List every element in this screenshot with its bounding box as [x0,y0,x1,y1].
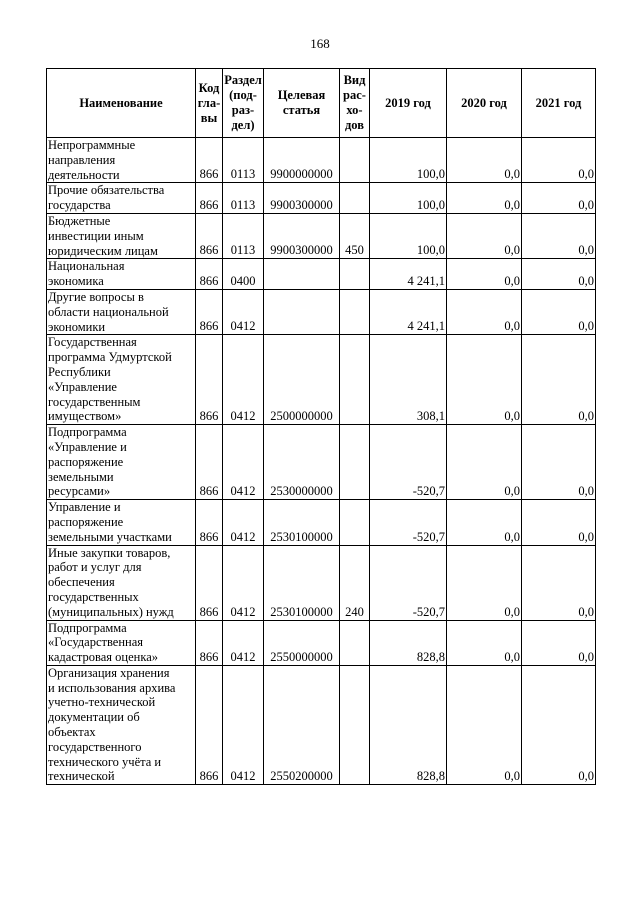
value-2019-cell: 308,1 [370,335,447,425]
row-name-line: государственных [48,589,139,604]
target-item-cell: 9900300000 [264,183,340,214]
value-2019-cell: 828,8 [370,620,447,665]
expense-type-cell [340,259,370,290]
chapter-code-cell: 866 [196,289,223,334]
row-name-line: Государственная [48,335,137,350]
expense-type-cell [340,183,370,214]
row-name-line: имуществом» [48,409,122,424]
row-name-line: Прочие обязательства [48,183,165,198]
target-item-cell: 2530000000 [264,425,340,500]
row-name-cell [47,213,196,258]
table-row [47,545,596,620]
page-number: 168 [310,36,330,51]
header-line: дов [344,118,364,132]
row-name-line: инвестиции иным [48,228,144,243]
table-row [47,500,596,545]
value-2021-cell: 0,0 [522,425,596,500]
value-2021-cell: 0,0 [522,213,596,258]
target-item-cell [264,289,340,334]
value-2020-cell: 0,0 [447,545,522,620]
chapter-code-cell: 866 [196,335,223,425]
header-line: хо- [346,103,363,117]
value-2019-cell: 100,0 [370,213,447,258]
row-name-line: экономики [48,319,106,334]
row-name-line: юридическим лицам [48,243,158,258]
value-2021-cell: 0,0 [522,289,596,334]
header-name: Наименование [47,69,196,138]
header-section [223,69,264,138]
row-name-line: государственным [48,394,141,409]
table-row [47,335,596,425]
target-item-cell: 9900000000 [264,138,340,183]
section-cell: 0412 [223,335,264,425]
row-name-cell [47,138,196,183]
row-name-line: Республики [48,364,111,379]
value-2021-cell: 0,0 [522,259,596,290]
value-2019-cell: 100,0 [370,183,447,214]
section-cell: 0412 [223,620,264,665]
row-name-cell [47,500,196,545]
header-line: вы [200,110,218,125]
row-name-line: земельными участками [48,529,172,544]
target-item-cell: 2500000000 [264,335,340,425]
header-line: раз- [231,103,255,117]
header-chapter-code [196,69,223,138]
value-2021-cell: 0,0 [522,335,596,425]
row-name-line: технической [48,769,115,784]
header-target-item [264,69,340,138]
row-name-line: обеспечения [48,575,115,590]
header-line: Целевая [277,88,326,102]
header-expense-type [340,69,370,138]
chapter-code-cell: 866 [196,500,223,545]
target-item-cell: 9900300000 [264,213,340,258]
section-cell: 0412 [223,545,264,620]
header-line: рас- [343,88,366,102]
table-row [47,213,596,258]
budget-table [46,68,596,785]
row-name-cell [47,335,196,425]
row-name-line: направления [48,152,116,167]
value-2019-cell: 4 241,1 [370,259,447,290]
table-row [47,259,596,290]
row-name-cell [47,259,196,290]
table-row [47,183,596,214]
section-cell: 0113 [223,213,264,258]
row-name-cell [47,183,196,214]
row-name-line: экономика [48,274,104,289]
value-2020-cell: 0,0 [447,289,522,334]
value-2020-cell: 0,0 [447,500,522,545]
section-cell: 0412 [223,289,264,334]
header-2019: 2019 год [370,69,447,138]
value-2019-cell: 828,8 [370,665,447,784]
row-name-line: Подпрограмма [48,620,127,635]
chapter-code-cell: 866 [196,213,223,258]
row-name-line: технического учёта и [48,754,162,769]
value-2021-cell: 0,0 [522,138,596,183]
table-row [47,620,596,665]
table-header-row [47,69,596,138]
expense-type-cell [340,500,370,545]
header-2021: 2021 год [522,69,596,138]
row-name-line: и использования архива [48,680,176,695]
row-name-line: Подпрограмма [48,425,127,440]
value-2019-cell: -520,7 [370,545,447,620]
section-cell: 0113 [223,183,264,214]
row-name-line: Организация хранения [48,665,170,680]
value-2020-cell: 0,0 [447,138,522,183]
value-2020-cell: 0,0 [447,213,522,258]
value-2020-cell: 0,0 [447,335,522,425]
row-name-cell [47,425,196,500]
header-line: Вид [343,73,366,87]
target-item-cell [264,259,340,290]
row-name-cell [47,620,196,665]
row-name-line: Управление и [48,500,121,515]
row-name-line: Бюджетные [48,213,111,228]
row-name-line: Другие вопросы в [48,289,144,304]
value-2020-cell: 0,0 [447,665,522,784]
row-name-line: области национальной [48,304,169,319]
table-row [47,289,596,334]
row-name-line: объектах [48,725,96,740]
expense-type-cell [340,335,370,425]
section-cell: 0412 [223,665,264,784]
header-line: (под- [229,88,257,102]
target-item-cell: 2530100000 [264,545,340,620]
row-name-line: «Управление и [48,439,127,454]
value-2019-cell: -520,7 [370,425,447,500]
row-name-line: Непрограммные [48,138,136,152]
expense-type-cell [340,138,370,183]
expense-type-cell [340,289,370,334]
row-name-line: документации об [48,710,140,725]
value-2020-cell: 0,0 [447,620,522,665]
row-name-line: (муниципальных) нужд [48,604,174,619]
row-name-cell [47,289,196,334]
row-name-line: Иные закупки товаров, [48,545,171,560]
header-line: Код [198,80,220,95]
row-name-cell [47,545,196,620]
expense-type-cell [340,425,370,500]
section-cell: 0400 [223,259,264,290]
value-2021-cell: 0,0 [522,620,596,665]
table-row [47,665,596,784]
value-2021-cell: 0,0 [522,500,596,545]
chapter-code-cell: 866 [196,138,223,183]
row-name-line: Национальная [48,259,125,274]
expense-type-cell [340,620,370,665]
value-2020-cell: 0,0 [447,259,522,290]
chapter-code-cell: 866 [196,259,223,290]
chapter-code-cell: 866 [196,545,223,620]
target-item-cell: 2550000000 [264,620,340,665]
header-line: Раздел [224,73,262,87]
expense-type-cell [340,665,370,784]
chapter-code-cell: 866 [196,183,223,214]
expense-type-cell: 450 [340,213,370,258]
row-name-cell [47,665,196,784]
value-2020-cell: 0,0 [447,425,522,500]
row-name-line: «Управление [48,379,117,394]
target-item-cell: 2530100000 [264,500,340,545]
row-name-line: государственного [48,739,142,754]
value-2019-cell: 100,0 [370,138,447,183]
header-2020: 2020 год [447,69,522,138]
expense-type-cell: 240 [340,545,370,620]
row-name-line: учетно-технической [48,695,156,710]
section-cell: 0113 [223,138,264,183]
header-line: гла- [197,95,221,110]
chapter-code-cell: 866 [196,425,223,500]
header-line: дел) [231,118,255,132]
value-2021-cell: 0,0 [522,545,596,620]
row-name-line: работ и услуг для [48,560,142,575]
header-line: статья [282,103,321,117]
chapter-code-cell: 866 [196,665,223,784]
row-name-line: ресурсами» [48,484,111,499]
target-item-cell: 2550200000 [264,665,340,784]
chapter-code-cell: 866 [196,620,223,665]
value-2019-cell: 4 241,1 [370,289,447,334]
row-name-line: государства [48,198,111,213]
value-2021-cell: 0,0 [522,665,596,784]
table-row [47,425,596,500]
row-name-line: распоряжение [48,454,124,469]
row-name-line: кадастровая оценка» [48,650,159,665]
value-2020-cell: 0,0 [447,183,522,214]
row-name-line: земельными [48,469,114,484]
row-name-line: распоряжение [48,514,124,529]
row-name-line: программа Удмуртской [48,350,172,365]
row-name-line: «Государственная [48,635,144,650]
row-name-line: деятельности [48,167,120,182]
section-cell: 0412 [223,425,264,500]
value-2021-cell: 0,0 [522,183,596,214]
value-2019-cell: -520,7 [370,500,447,545]
table-row [47,138,596,183]
section-cell: 0412 [223,500,264,545]
